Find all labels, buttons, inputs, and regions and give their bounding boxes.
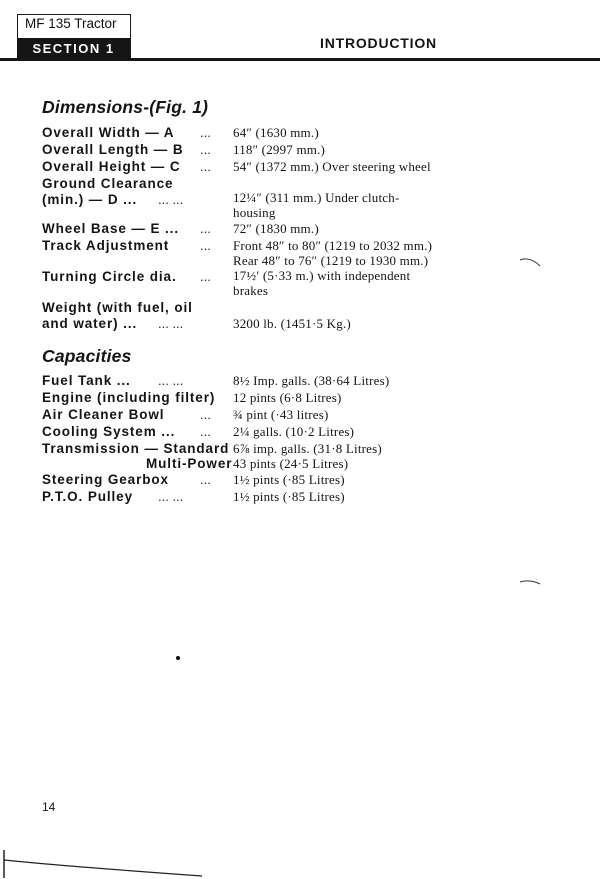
spec-dots: ... [200, 238, 211, 253]
spec-label: Ground Clearance [42, 176, 174, 191]
spec-value: Rear 48″ to 76″ (1219 to 1930 mm.) [233, 253, 429, 268]
spec-value: 1½ pints (·85 Litres) [233, 472, 345, 487]
spec-dots: ... [200, 142, 211, 157]
spec-label: Steering Gearbox [42, 472, 169, 487]
spec-label: Multi-Power [146, 456, 233, 471]
spec-value: ¾ pint (·43 litres) [233, 407, 329, 422]
spec-value: 17½′ (5·33 m.) with independent [233, 268, 411, 283]
spec-dots: ... [200, 472, 211, 487]
spec-value: 8½ Imp. galls. (38·64 Litres) [233, 373, 390, 388]
spec-value: 3200 lb. (1451·5 Kg.) [233, 316, 351, 331]
spec-dots: ... ... [158, 373, 184, 388]
spec-value: 12 pints (6·8 Litres) [233, 390, 342, 405]
spec-label: Weight (with fuel, oil [42, 300, 193, 315]
scan-dot [176, 656, 180, 660]
spec-dots: ... [200, 424, 211, 439]
spec-label: Overall Height — C [42, 159, 181, 174]
chapter-title: INTRODUCTION [320, 35, 437, 51]
spec-value: 2¼ galls. (10·2 Litres) [233, 424, 355, 439]
book-title: MF 135 Tractor [25, 16, 117, 31]
spec-dots: ... [200, 159, 211, 174]
spec-label: (min.) — D ... [42, 192, 138, 207]
spec-value: 43 pints (24·5 Litres) [233, 456, 349, 471]
capacities-heading: Capacities [42, 346, 132, 366]
page-edge-mark [518, 576, 544, 596]
spec-label: Overall Width — A [42, 125, 175, 140]
spec-value: 12¼″ (311 mm.) Under clutch- [233, 190, 400, 205]
spec-label: Engine (including filter) [42, 390, 216, 405]
spec-value: 64″ (1630 mm.) [233, 125, 319, 140]
spec-dots: ... ... [158, 489, 184, 504]
spec-value: brakes [233, 283, 269, 298]
spec-value: 72″ (1830 mm.) [233, 221, 319, 236]
spec-value: housing [233, 205, 276, 220]
spec-value: 6⅞ imp. galls. (31·8 Litres) [233, 441, 382, 456]
spec-dots: ... [200, 125, 211, 140]
page-edge-mark [518, 254, 544, 274]
spec-label: Fuel Tank ... [42, 373, 131, 388]
bottom-edge-mark [2, 848, 600, 879]
spec-label: Wheel Base — E ... [42, 221, 179, 236]
spec-dots: ... [200, 407, 211, 422]
spec-label: Air Cleaner Bowl [42, 407, 165, 422]
spec-label: Cooling System ... [42, 424, 176, 439]
dimensions-heading: Dimensions-(Fig. 1) [42, 97, 209, 117]
spec-value: 118″ (2997 mm.) [233, 142, 326, 157]
spec-value: Front 48″ to 80″ (1219 to 2032 mm.) [233, 238, 433, 253]
page-number: 14 [42, 800, 56, 814]
spec-label: Track Adjustment [42, 238, 170, 253]
spec-label: P.T.O. Pulley [42, 489, 133, 504]
spec-value: 54″ (1372 mm.) Over steering wheel [233, 159, 431, 174]
header-rule [0, 58, 600, 61]
spec-dots: ... [200, 269, 211, 284]
section-badge: SECTION 1 [17, 38, 130, 59]
spec-label: Transmission — Standard [42, 441, 230, 456]
spec-dots: ... ... [158, 316, 184, 331]
spec-value: 1½ pints (·85 Litres) [233, 489, 345, 504]
spec-dots: ... [200, 221, 211, 236]
spec-dots: ... ... [158, 192, 184, 207]
spec-label: and water) ... [42, 316, 138, 331]
spec-label: Overall Length — B [42, 142, 184, 157]
spec-label: Turning Circle dia. [42, 269, 177, 284]
